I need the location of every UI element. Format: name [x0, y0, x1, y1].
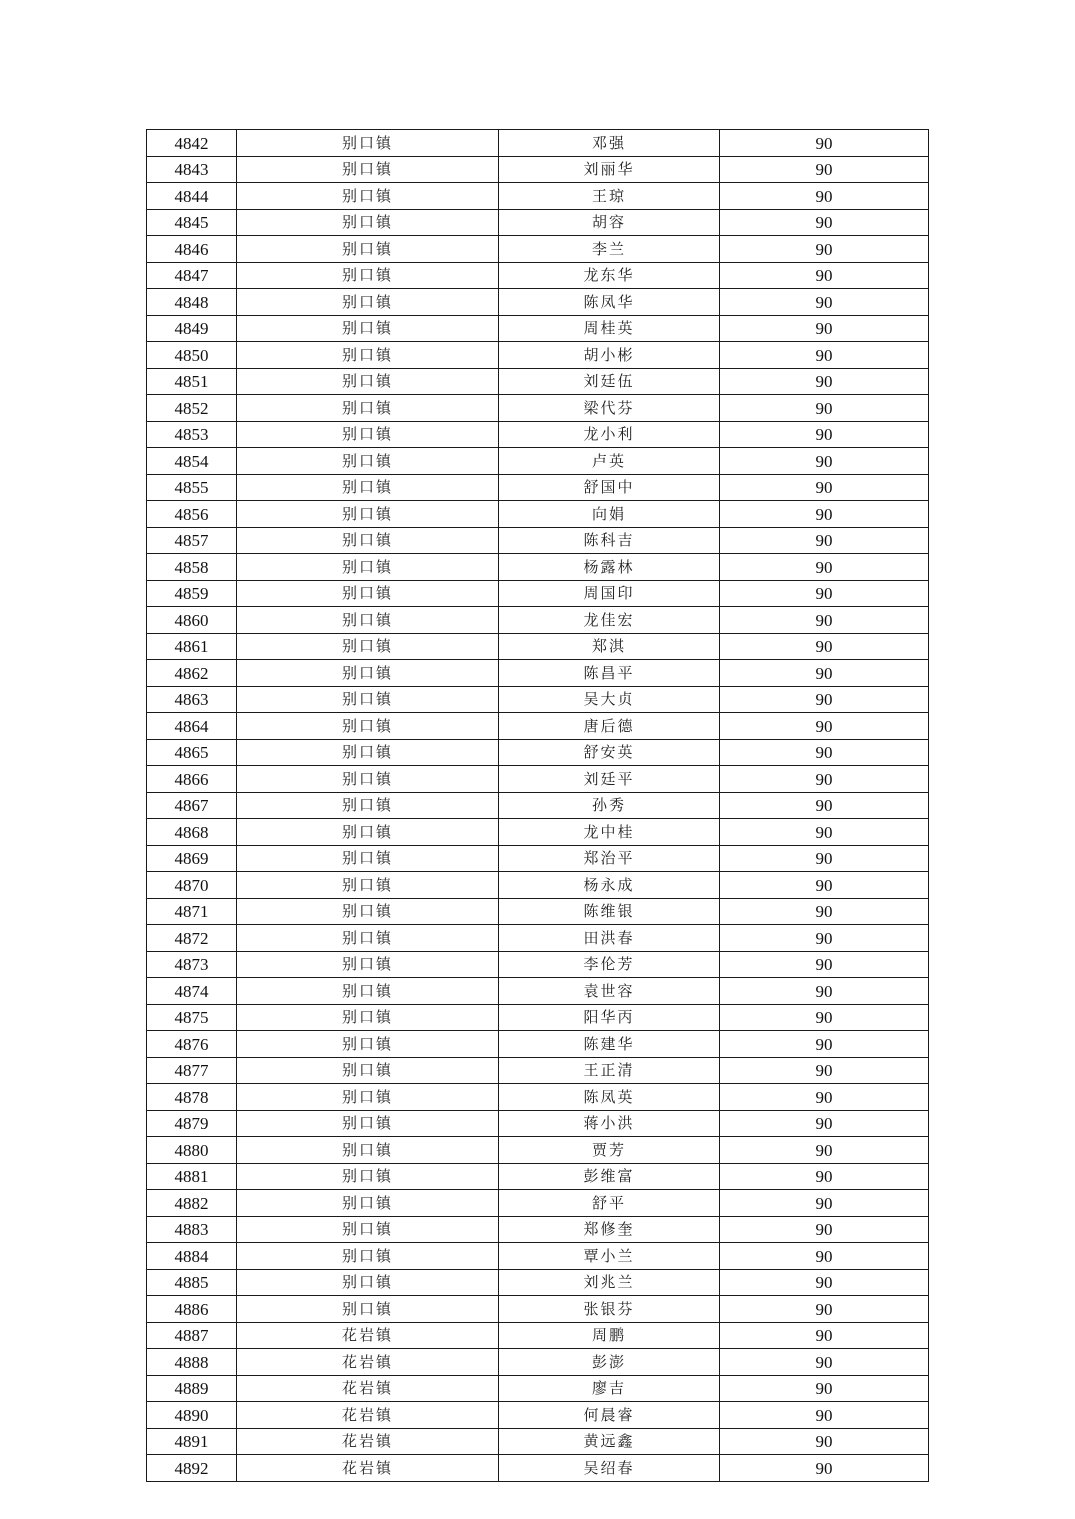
serial-number-cell: 4885 — [147, 1269, 237, 1296]
town-cell: 别口镇 — [237, 1269, 499, 1296]
score-cell: 90 — [720, 978, 929, 1005]
table-row — [147, 342, 929, 369]
score-cell: 90 — [720, 1137, 929, 1164]
serial-number-cell: 4887 — [147, 1322, 237, 1349]
serial-number-cell: 4891 — [147, 1428, 237, 1455]
table-row — [147, 1110, 929, 1137]
table-row — [147, 1428, 929, 1455]
serial-number-cell: 4881 — [147, 1163, 237, 1190]
serial-number-cell: 4889 — [147, 1375, 237, 1402]
table-row — [147, 501, 929, 528]
serial-number-cell: 4858 — [147, 554, 237, 581]
table-row — [147, 368, 929, 395]
town-cell: 别口镇 — [237, 527, 499, 554]
score-cell: 90 — [720, 183, 929, 210]
person-name-cell: 王琼 — [499, 183, 720, 210]
serial-number-cell: 4847 — [147, 262, 237, 289]
table-row — [147, 315, 929, 342]
town-cell: 别口镇 — [237, 183, 499, 210]
town-cell: 花岩镇 — [237, 1428, 499, 1455]
roster-table-body — [147, 130, 929, 1482]
serial-number-cell: 4857 — [147, 527, 237, 554]
score-cell: 90 — [720, 421, 929, 448]
town-cell: 别口镇 — [237, 1084, 499, 1111]
table-row — [147, 1349, 929, 1376]
serial-number-cell: 4844 — [147, 183, 237, 210]
score-cell: 90 — [720, 1057, 929, 1084]
town-cell: 别口镇 — [237, 209, 499, 236]
serial-number-cell: 4848 — [147, 289, 237, 316]
score-cell: 90 — [720, 1322, 929, 1349]
serial-number-cell: 4873 — [147, 951, 237, 978]
table-row — [147, 262, 929, 289]
table-row — [147, 1269, 929, 1296]
score-cell: 90 — [720, 1349, 929, 1376]
serial-number-cell: 4874 — [147, 978, 237, 1005]
person-name-cell: 舒国中 — [499, 474, 720, 501]
score-cell: 90 — [720, 1110, 929, 1137]
serial-number-cell: 4880 — [147, 1137, 237, 1164]
table-row — [147, 183, 929, 210]
table-row — [147, 766, 929, 793]
score-cell: 90 — [720, 633, 929, 660]
table-row — [147, 527, 929, 554]
person-name-cell: 舒安英 — [499, 739, 720, 766]
serial-number-cell: 4869 — [147, 845, 237, 872]
serial-number-cell: 4864 — [147, 713, 237, 740]
score-cell: 90 — [720, 713, 929, 740]
person-name-cell: 刘廷平 — [499, 766, 720, 793]
score-cell: 90 — [720, 660, 929, 687]
person-name-cell: 贾芳 — [499, 1137, 720, 1164]
serial-number-cell: 4865 — [147, 739, 237, 766]
score-cell: 90 — [720, 236, 929, 263]
table-row — [147, 845, 929, 872]
serial-number-cell: 4854 — [147, 448, 237, 475]
score-cell: 90 — [720, 554, 929, 581]
serial-number-cell: 4892 — [147, 1455, 237, 1482]
town-cell: 别口镇 — [237, 660, 499, 687]
score-cell: 90 — [720, 527, 929, 554]
town-cell: 别口镇 — [237, 156, 499, 183]
town-cell: 别口镇 — [237, 421, 499, 448]
serial-number-cell: 4862 — [147, 660, 237, 687]
table-row — [147, 395, 929, 422]
table-row — [147, 448, 929, 475]
town-cell: 别口镇 — [237, 872, 499, 899]
person-name-cell: 阳华丙 — [499, 1004, 720, 1031]
person-name-cell: 王正清 — [499, 1057, 720, 1084]
score-cell: 90 — [720, 501, 929, 528]
town-cell: 别口镇 — [237, 448, 499, 475]
person-name-cell: 龙小利 — [499, 421, 720, 448]
town-cell: 别口镇 — [237, 1216, 499, 1243]
table-row — [147, 236, 929, 263]
table-row — [147, 156, 929, 183]
town-cell: 别口镇 — [237, 289, 499, 316]
town-cell: 别口镇 — [237, 925, 499, 952]
town-cell: 别口镇 — [237, 951, 499, 978]
person-name-cell: 龙佳宏 — [499, 607, 720, 634]
score-cell: 90 — [720, 448, 929, 475]
serial-number-cell: 4888 — [147, 1349, 237, 1376]
town-cell: 别口镇 — [237, 1163, 499, 1190]
town-cell: 别口镇 — [237, 1031, 499, 1058]
table-row — [147, 633, 929, 660]
score-cell: 90 — [720, 1163, 929, 1190]
score-cell: 90 — [720, 315, 929, 342]
table-row — [147, 421, 929, 448]
person-name-cell: 刘兆兰 — [499, 1269, 720, 1296]
person-name-cell: 吴大贞 — [499, 686, 720, 713]
serial-number-cell: 4852 — [147, 395, 237, 422]
score-cell: 90 — [720, 262, 929, 289]
serial-number-cell: 4884 — [147, 1243, 237, 1270]
table-row — [147, 1163, 929, 1190]
town-cell: 别口镇 — [237, 395, 499, 422]
score-cell: 90 — [720, 1428, 929, 1455]
table-row — [147, 951, 929, 978]
serial-number-cell: 4860 — [147, 607, 237, 634]
town-cell: 别口镇 — [237, 501, 499, 528]
town-cell: 别口镇 — [237, 236, 499, 263]
score-cell: 90 — [720, 209, 929, 236]
serial-number-cell: 4890 — [147, 1402, 237, 1429]
town-cell: 别口镇 — [237, 130, 499, 157]
score-cell: 90 — [720, 686, 929, 713]
table-row — [147, 1004, 929, 1031]
score-cell: 90 — [720, 130, 929, 157]
table-row — [147, 1375, 929, 1402]
person-name-cell: 袁世容 — [499, 978, 720, 1005]
serial-number-cell: 4861 — [147, 633, 237, 660]
table-row — [147, 130, 929, 157]
serial-number-cell: 4871 — [147, 898, 237, 925]
serial-number-cell: 4859 — [147, 580, 237, 607]
score-cell: 90 — [720, 580, 929, 607]
score-cell: 90 — [720, 1375, 929, 1402]
serial-number-cell: 4846 — [147, 236, 237, 263]
person-name-cell: 陈科吉 — [499, 527, 720, 554]
person-name-cell: 卢英 — [499, 448, 720, 475]
person-name-cell: 唐后德 — [499, 713, 720, 740]
person-name-cell: 覃小兰 — [499, 1243, 720, 1270]
town-cell: 别口镇 — [237, 766, 499, 793]
person-name-cell: 胡小彬 — [499, 342, 720, 369]
score-cell: 90 — [720, 474, 929, 501]
score-cell: 90 — [720, 1216, 929, 1243]
serial-number-cell: 4867 — [147, 792, 237, 819]
score-cell: 90 — [720, 1004, 929, 1031]
town-cell: 别口镇 — [237, 713, 499, 740]
person-name-cell: 龙东华 — [499, 262, 720, 289]
person-name-cell: 胡容 — [499, 209, 720, 236]
table-row — [147, 289, 929, 316]
town-cell: 花岩镇 — [237, 1455, 499, 1482]
table-row — [147, 1190, 929, 1217]
table-row — [147, 739, 929, 766]
town-cell: 别口镇 — [237, 315, 499, 342]
town-cell: 别口镇 — [237, 580, 499, 607]
table-row — [147, 580, 929, 607]
town-cell: 别口镇 — [237, 819, 499, 846]
score-cell: 90 — [720, 819, 929, 846]
person-name-cell: 刘丽华 — [499, 156, 720, 183]
table-row — [147, 1296, 929, 1323]
person-name-cell: 郑淇 — [499, 633, 720, 660]
serial-number-cell: 4855 — [147, 474, 237, 501]
table-row — [147, 1057, 929, 1084]
score-cell: 90 — [720, 289, 929, 316]
town-cell: 别口镇 — [237, 1057, 499, 1084]
person-name-cell: 吴绍春 — [499, 1455, 720, 1482]
score-cell: 90 — [720, 766, 929, 793]
serial-number-cell: 4875 — [147, 1004, 237, 1031]
table-row — [147, 1402, 929, 1429]
person-name-cell: 彭澎 — [499, 1349, 720, 1376]
town-cell: 别口镇 — [237, 342, 499, 369]
person-name-cell: 田洪春 — [499, 925, 720, 952]
score-cell: 90 — [720, 739, 929, 766]
table-row — [147, 554, 929, 581]
town-cell: 别口镇 — [237, 845, 499, 872]
person-name-cell: 陈昌平 — [499, 660, 720, 687]
town-cell: 别口镇 — [237, 1296, 499, 1323]
score-cell: 90 — [720, 792, 929, 819]
serial-number-cell: 4856 — [147, 501, 237, 528]
score-cell: 90 — [720, 368, 929, 395]
table-row — [147, 819, 929, 846]
table-row — [147, 607, 929, 634]
person-name-cell: 彭维富 — [499, 1163, 720, 1190]
serial-number-cell: 4842 — [147, 130, 237, 157]
serial-number-cell: 4851 — [147, 368, 237, 395]
person-name-cell: 李伦芳 — [499, 951, 720, 978]
town-cell: 别口镇 — [237, 633, 499, 660]
serial-number-cell: 4863 — [147, 686, 237, 713]
person-name-cell: 杨露林 — [499, 554, 720, 581]
person-name-cell: 陈凤华 — [499, 289, 720, 316]
town-cell: 花岩镇 — [237, 1349, 499, 1376]
town-cell: 别口镇 — [237, 368, 499, 395]
person-name-cell: 邓强 — [499, 130, 720, 157]
serial-number-cell: 4849 — [147, 315, 237, 342]
table-row — [147, 978, 929, 1005]
town-cell: 别口镇 — [237, 1137, 499, 1164]
town-cell: 别口镇 — [237, 686, 499, 713]
serial-number-cell: 4866 — [147, 766, 237, 793]
serial-number-cell: 4850 — [147, 342, 237, 369]
person-name-cell: 廖吉 — [499, 1375, 720, 1402]
person-name-cell: 杨永成 — [499, 872, 720, 899]
serial-number-cell: 4886 — [147, 1296, 237, 1323]
serial-number-cell: 4882 — [147, 1190, 237, 1217]
person-name-cell: 孙秀 — [499, 792, 720, 819]
table-row — [147, 898, 929, 925]
table-row — [147, 1084, 929, 1111]
table-row — [147, 209, 929, 236]
score-cell: 90 — [720, 898, 929, 925]
town-cell: 别口镇 — [237, 607, 499, 634]
person-name-cell: 龙中桂 — [499, 819, 720, 846]
score-cell: 90 — [720, 342, 929, 369]
person-name-cell: 陈建华 — [499, 1031, 720, 1058]
table-row — [147, 1137, 929, 1164]
town-cell: 别口镇 — [237, 262, 499, 289]
town-cell: 别口镇 — [237, 739, 499, 766]
person-name-cell: 李兰 — [499, 236, 720, 263]
serial-number-cell: 4876 — [147, 1031, 237, 1058]
town-cell: 花岩镇 — [237, 1375, 499, 1402]
town-cell: 花岩镇 — [237, 1402, 499, 1429]
serial-number-cell: 4878 — [147, 1084, 237, 1111]
person-name-cell: 梁代芬 — [499, 395, 720, 422]
person-name-cell: 周鹏 — [499, 1322, 720, 1349]
town-cell: 别口镇 — [237, 1243, 499, 1270]
score-cell: 90 — [720, 1269, 929, 1296]
score-cell: 90 — [720, 1402, 929, 1429]
person-name-cell: 舒平 — [499, 1190, 720, 1217]
table-row — [147, 1322, 929, 1349]
table-row — [147, 925, 929, 952]
score-cell: 90 — [720, 607, 929, 634]
person-name-cell: 张银芬 — [499, 1296, 720, 1323]
town-cell: 花岩镇 — [237, 1322, 499, 1349]
score-cell: 90 — [720, 845, 929, 872]
town-cell: 别口镇 — [237, 474, 499, 501]
serial-number-cell: 4843 — [147, 156, 237, 183]
score-cell: 90 — [720, 395, 929, 422]
person-name-cell: 向娟 — [499, 501, 720, 528]
person-name-cell: 周国印 — [499, 580, 720, 607]
table-row — [147, 792, 929, 819]
score-cell: 90 — [720, 925, 929, 952]
person-name-cell: 郑修奎 — [499, 1216, 720, 1243]
serial-number-cell: 4868 — [147, 819, 237, 846]
table-row — [147, 474, 929, 501]
table-row — [147, 1031, 929, 1058]
table-row — [147, 660, 929, 687]
serial-number-cell: 4845 — [147, 209, 237, 236]
score-cell: 90 — [720, 1084, 929, 1111]
score-cell: 90 — [720, 1031, 929, 1058]
table-row — [147, 686, 929, 713]
person-name-cell: 蒋小洪 — [499, 1110, 720, 1137]
score-cell: 90 — [720, 1243, 929, 1270]
town-cell: 别口镇 — [237, 898, 499, 925]
person-name-cell: 何晨睿 — [499, 1402, 720, 1429]
table-row — [147, 713, 929, 740]
person-name-cell: 陈凤英 — [499, 1084, 720, 1111]
town-cell: 别口镇 — [237, 1004, 499, 1031]
score-cell: 90 — [720, 1455, 929, 1482]
serial-number-cell: 4870 — [147, 872, 237, 899]
table-row — [147, 1455, 929, 1482]
town-cell: 别口镇 — [237, 792, 499, 819]
serial-number-cell: 4883 — [147, 1216, 237, 1243]
person-name-cell: 陈维银 — [499, 898, 720, 925]
table-row — [147, 1243, 929, 1270]
serial-number-cell: 4872 — [147, 925, 237, 952]
person-name-cell: 郑治平 — [499, 845, 720, 872]
score-cell: 90 — [720, 156, 929, 183]
town-cell: 别口镇 — [237, 978, 499, 1005]
town-cell: 别口镇 — [237, 1190, 499, 1217]
table-row — [147, 1216, 929, 1243]
person-name-cell: 周桂英 — [499, 315, 720, 342]
score-cell: 90 — [720, 1190, 929, 1217]
person-name-cell: 刘廷伍 — [499, 368, 720, 395]
serial-number-cell: 4879 — [147, 1110, 237, 1137]
person-name-cell: 黄远鑫 — [499, 1428, 720, 1455]
serial-number-cell: 4877 — [147, 1057, 237, 1084]
score-cell: 90 — [720, 872, 929, 899]
serial-number-cell: 4853 — [147, 421, 237, 448]
score-cell: 90 — [720, 951, 929, 978]
roster-table — [146, 129, 929, 1482]
town-cell: 别口镇 — [237, 554, 499, 581]
table-row — [147, 872, 929, 899]
score-cell: 90 — [720, 1296, 929, 1323]
town-cell: 别口镇 — [237, 1110, 499, 1137]
